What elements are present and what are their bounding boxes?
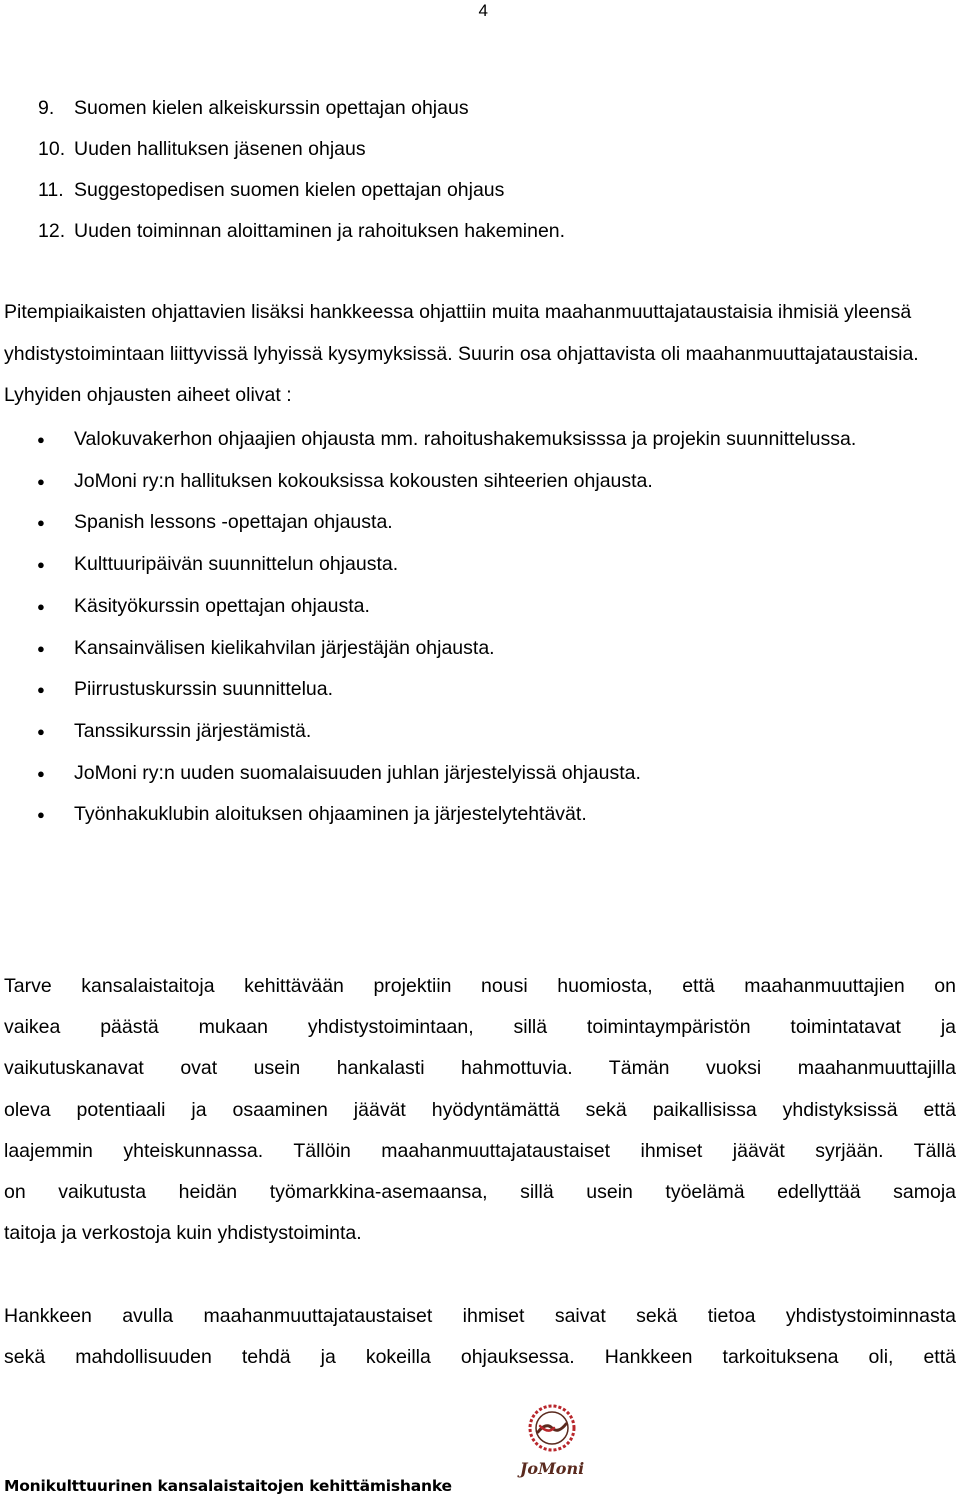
bullet-list: [0, 419, 874, 836]
numbered-list-item: [38, 88, 565, 129]
bullet-item: [0, 628, 874, 670]
paragraph-line: taitoja ja verkostoja kuin yhdistystoiminta.: [4, 1222, 362, 1245]
list-number: 10.: [38, 138, 66, 160]
numbered-list-item: [38, 129, 565, 170]
bullet-text: Piirrustuskurssin suunnittelua.: [74, 678, 334, 701]
bullet-item: [0, 711, 874, 753]
bullet-text: Kulttuuripäivän suunnittelun ohjausta.: [74, 553, 399, 576]
bullet-text: Kansainvälisen kielikahvilan järjestäjän ohjausta.: [74, 636, 495, 659]
numbered-list: [38, 88, 565, 252]
bullet-item: [0, 669, 874, 711]
jomoni-logo: [508, 1398, 596, 1498]
bullet-icon: ●: [37, 557, 45, 573]
bullet-text: Valokuvakerhon ohjaajien ohjausta mm. rahoitushakemuksisssa ja projekin suunnittelussa.: [74, 428, 857, 450]
bullet-item: [0, 461, 874, 503]
bullet-icon: ●: [37, 432, 45, 447]
bullet-text: Työnhakuklubin aloituksen ohjaaminen ja järjestelytehtävät.: [74, 803, 587, 826]
paragraph-line: on vaikutusta heidän työmarkkina-asemaansa, sillä usein työelämä edellyttää samoja: [4, 1181, 956, 1204]
paragraph-line: oleva potentiaali ja osaaminen jäävät hyödyntämättä sekä paikallisissa yhdistyksissä että: [4, 1098, 956, 1121]
list-number: 12.: [38, 220, 66, 242]
footer-project-name: Monikulttuurinen kansalaistaitojen kehittämishanke: [4, 1477, 452, 1495]
bullet-icon: ●: [37, 723, 45, 739]
list-item-text: Uuden hallituksen jäsenen ohjaus: [74, 138, 366, 160]
list-item-text: Suomen kielen alkeiskurssin opettajan ohjaus: [74, 97, 469, 119]
bullet-icon: ●: [37, 682, 45, 698]
paragraph-guidance-intro: Pitempiaikaisten ohjattavien lisäksi hankkeessa ohjattiin muita maahanmuuttajataustaisia ihmisiä yleensä yhdistystoimintaan liittyvissä lyhyissä kysymyksissä. Suurin osa ohjattavista oli maahanmuuttajataustaisia. Lyhyiden ohjausten aiheet olivat :: [4, 301, 919, 406]
paragraph-line: sekä mahdollisuuden tehdä ja kokeilla ohjauksessa. Hankkeen tarkoituksena oli, että: [4, 1346, 956, 1369]
bullet-text: Käsityökurssin opettajan ohjausta.: [74, 594, 370, 617]
numbered-list-item: [38, 170, 565, 211]
bullet-icon: ●: [37, 765, 45, 781]
numbered-list-item: [38, 211, 565, 252]
bullet-item: [0, 502, 874, 544]
paragraph-project-need: [4, 966, 956, 1254]
bullet-item: [0, 419, 874, 461]
bullet-icon: ●: [37, 640, 45, 656]
bullet-text: JoMoni ry:n uuden suomalaisuuden juhlan järjestelyissä ohjausta.: [74, 761, 641, 784]
paragraph-line: laajemmin yhteiskunnassa. Tällöin maahanmuuttajataustaiset ihmiset jäävät syrjään. Tällä: [4, 1139, 956, 1162]
paragraph-line: vaikea päästä mukaan yhdistystoimintaan, sillä toimintaympäristön toimintatavat ja: [4, 1016, 956, 1039]
list-number: 11.: [38, 179, 64, 201]
bullet-text: Spanish lessons -opettajan ohjausta.: [74, 511, 393, 534]
list-item-text: Uuden toiminnan aloittaminen ja rahoituksen hakeminen.: [74, 220, 566, 242]
bullet-icon: ●: [37, 598, 45, 614]
paragraph-line: Hankkeen avulla maahanmuuttajataustaiset ihmiset saivat sekä tietoa yhdistystoiminnasta: [4, 1305, 956, 1327]
list-item-text: Suggestopedisen suomen kielen opettajan ohjaus: [74, 179, 505, 201]
paragraph-project-goal: [4, 1296, 956, 1378]
bullet-icon: ●: [37, 515, 45, 531]
bullet-item: [0, 544, 874, 586]
bullet-item: [0, 753, 874, 795]
bullet-item: [0, 586, 874, 628]
bullet-text: Tanssikurssin järjestämistä.: [74, 719, 312, 742]
list-number: 9.: [38, 97, 55, 119]
page-number: 4: [478, 1, 488, 20]
paragraph-line: vaikutuskanavat ovat usein hankalasti hahmottuvia. Tämän vuoksi maahanmuuttajilla: [4, 1057, 956, 1080]
bullet-item: [0, 794, 874, 836]
paragraph-line: Tarve kansalaistaitoja kehittävään projektiin nousi huomiosta, että maahanmuuttajien on: [4, 975, 956, 997]
bullet-text: JoMoni ry:n hallituksen kokouksissa kokousten sihteerien ohjausta.: [74, 469, 653, 492]
bullet-icon: ●: [37, 807, 45, 823]
bullet-icon: ●: [37, 473, 45, 489]
logo-text: JoMoni: [519, 1459, 585, 1478]
